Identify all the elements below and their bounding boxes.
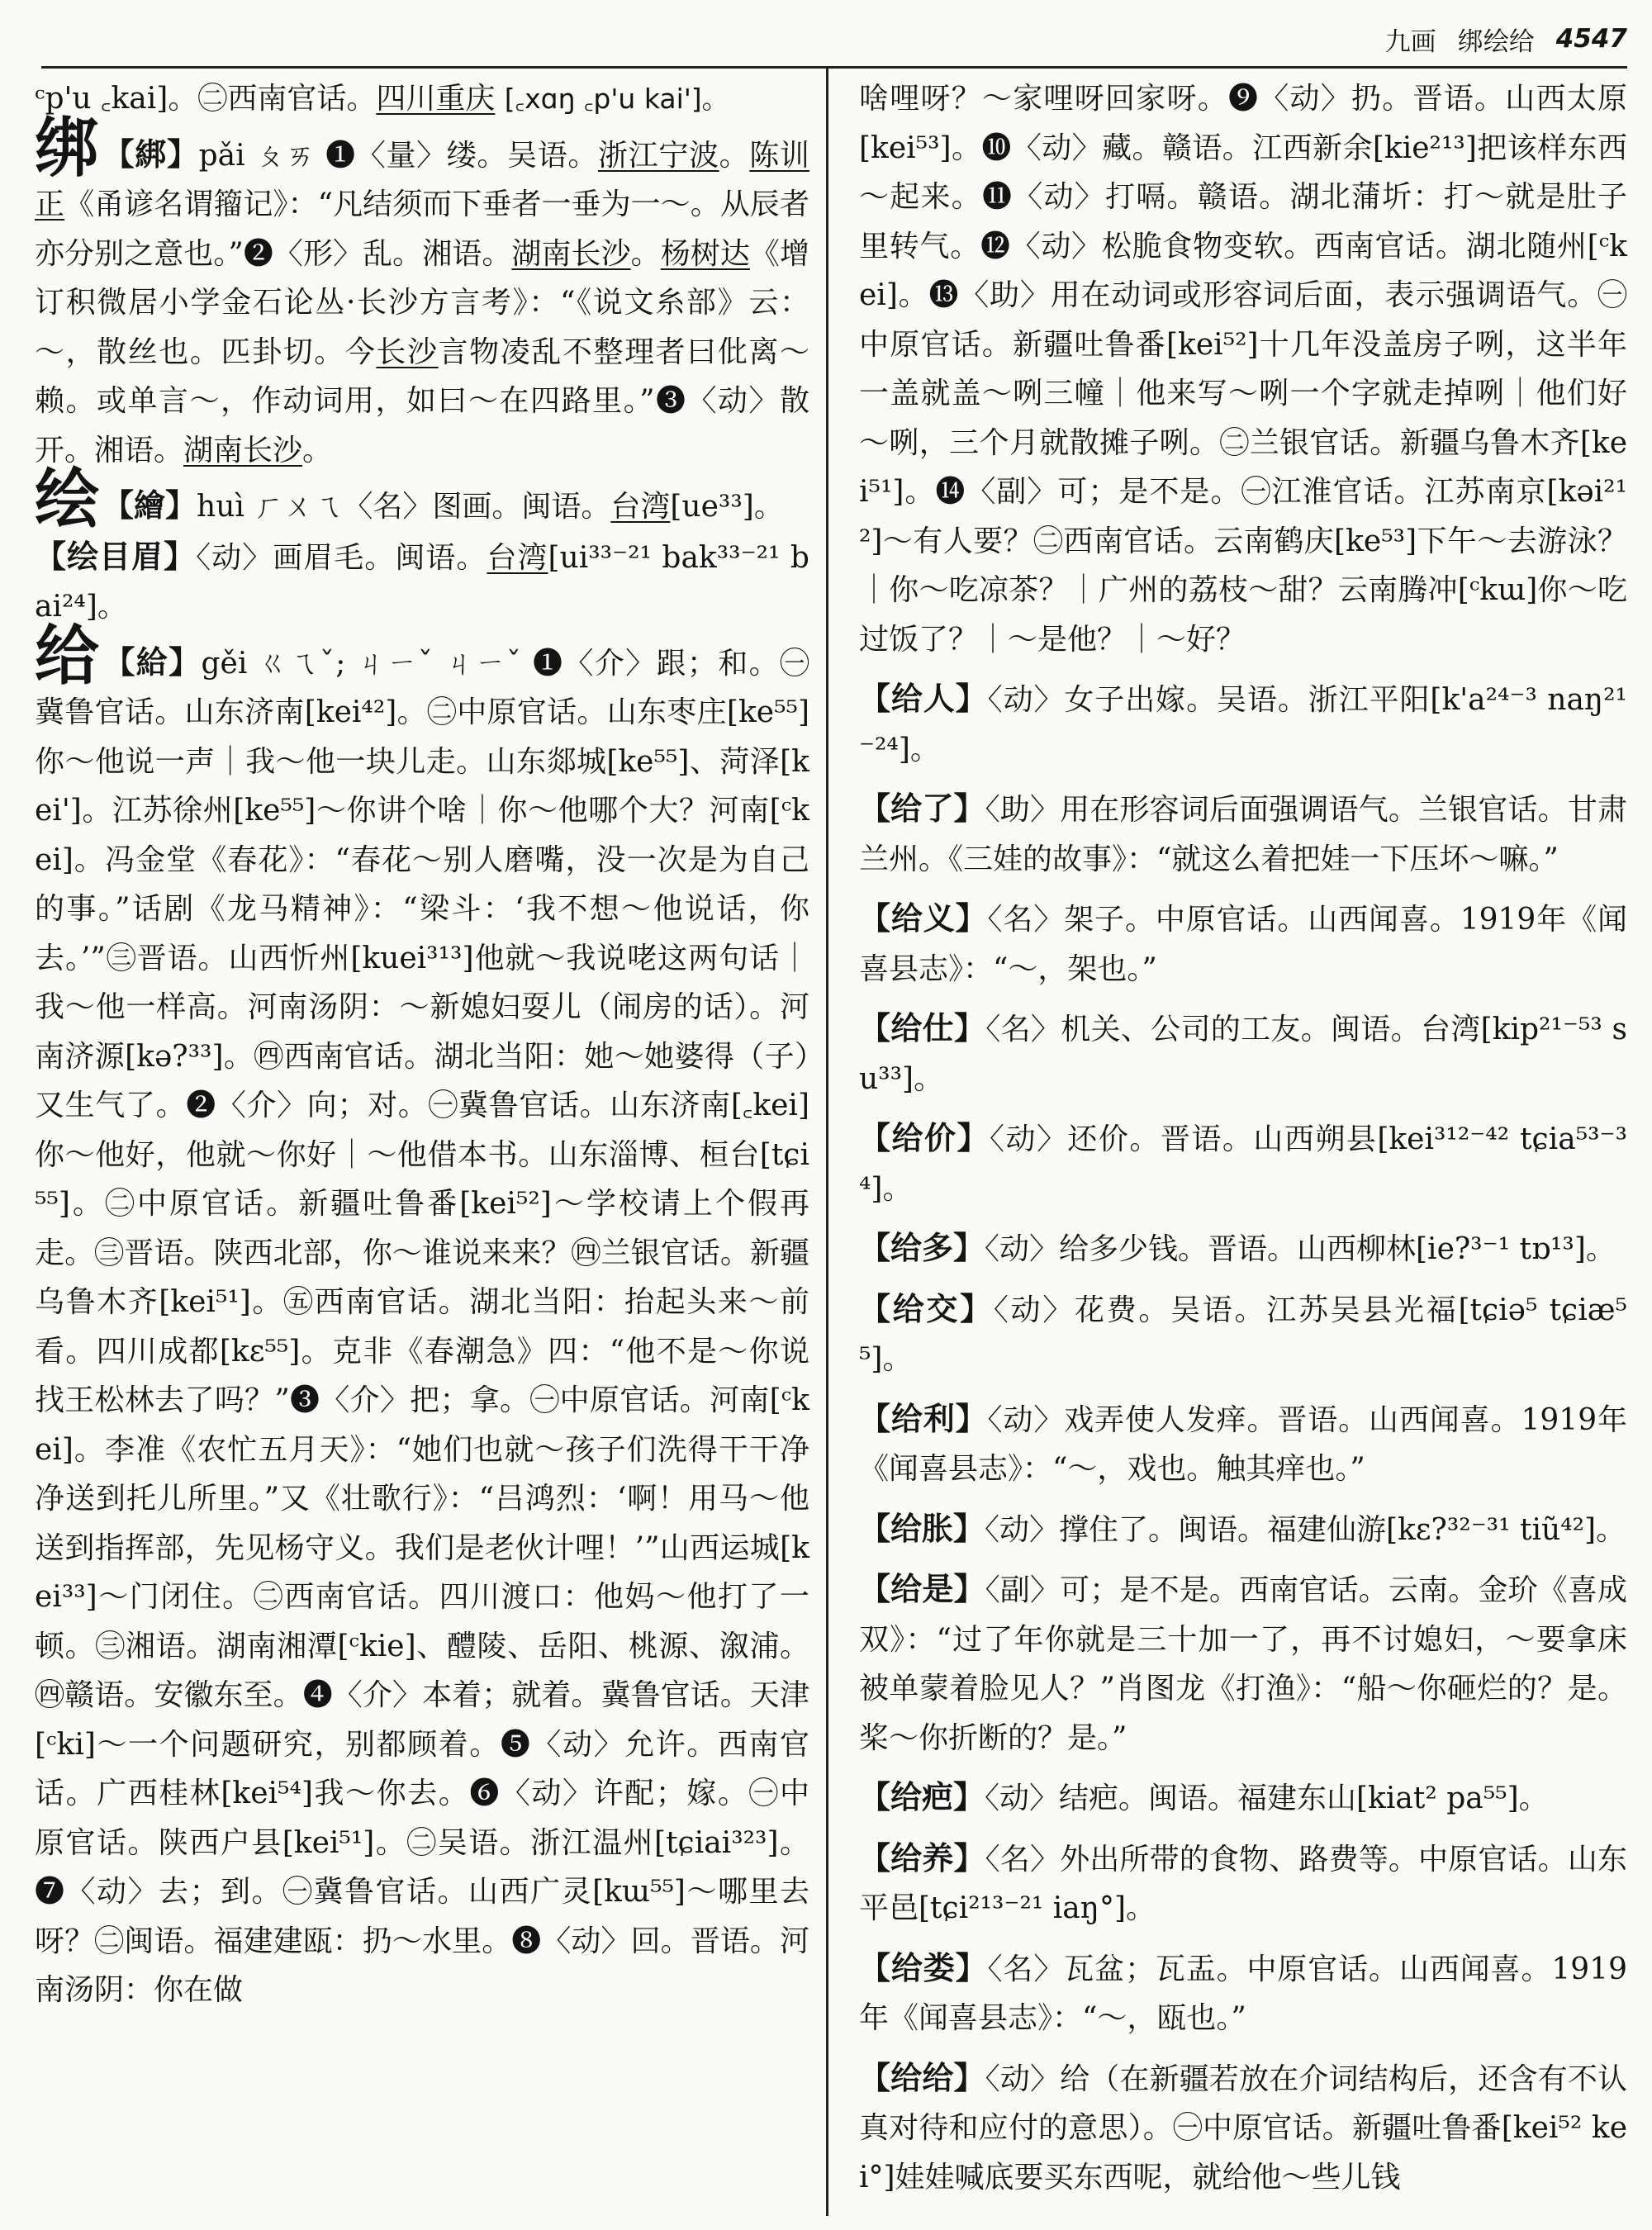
- author-name: 陈训正: [35, 138, 809, 221]
- entry-bai: 绑 【綁】pǎi ㄆㄞ ❶〈量〉缕。吴语。浙江宁波。陈训正《甬谚名谓籀记》：“凡结须而下垂者一垂为一～。从辰者亦分别之意也。”❷〈形〉乱。湘语。湖南长沙。杨树达《增订积微居小学金石论丛·长沙方言考》：“《说文糸部》云：～，散丝也。匹卦切。今长沙言物凌乱不整理者曰仳离～赖。或单言～，作动词用，如曰～在四路里。”❸〈动〉散开。湘语。湖南长沙。: [35, 110, 809, 467]
- entry-gei: [35, 618, 809, 2015]
- place-name: 台湾: [487, 540, 548, 575]
- subentry-headword: 【给义】: [859, 899, 988, 937]
- subentry: [859, 1943, 1627, 2043]
- headword: 绘: [35, 462, 100, 537]
- subentry-headword: 【给养】: [859, 1839, 985, 1877]
- entry-body: gěi ㄍㄟˇ; ㄐㄧˇ ㄐㄧˇ ❶〈介〉跟；和。㊀冀鲁官话。山东济南[kei⁴²]。㊁中原官话。山东枣庄[ke⁵⁵]你～他说一声｜我～他一块儿走。山东郯城[ke⁵⁵]、菏泽[kei']。江苏徐州[ke⁵⁵]～你讲个啥｜你～他哪个大？河南[ᶜkei]。冯金堂《春花》：“春花～别人磨嘴，没一次是为自己的事。”话剧《龙马精神》：“梁斗：‘我不想～他说话，你去。’”㊂晋语。山西忻州[kuei³¹³]他就～我说咾这两句话｜我～他一样高。河南汤阴：～新媳妇耍儿（闹房的话）。河南济源[kə?³³]。㊃西南官话。湖北当阳：她～她婆得（子）又生气了。❷〈介〉向；对。㊀冀鲁官话。山东济南[꜀kei]你～他好，他就～你好｜～他借本书。山东淄博、桓台[tɕi⁵⁵]。㊁中原官话。新疆吐鲁番[kei⁵²]～学校请上个假再走。㊂晋语。陕西北部，你～谁说来来？㊃兰银官话。新疆乌鲁木齐[kei⁵¹]。㊄西南官话。湖北当阳：抬起头来～前看。四川成都[kɛ⁵⁵]。克非《春潮急》四：“他不是～你说找王松林去了吗？”❸〈介〉把；拿。㊀中原官话。河南[ᶜkei]。李准《农忙五月天》：“她们也就～孩子们洗得干干净净送到托儿所里。”又《壮歌行》：“吕鸿烈：‘啊！用马～他送到指挥部，先见杨守义。我们是老伙计哩！’”山西运城[kei³³]～门闭住。㊁西南官话。四川渡口：他妈～他打了一顿。㊂湘语。湖南湘潭[ᶜkie]、醴陵、岳阳、桃源、溆浦。㊃赣语。安徽东至。❹〈介〉本着；就着。冀鲁官话。天津[ᶜki]～一个问题研究，别都顾着。❺〈动〉允许。西南官话。广西桂林[kei⁵⁴]我～你去。❻〈动〉许配；嫁。㊀中原官话。陕西户县[kei⁵¹]。㊁吴语。浙江温州[tɕiai³²³]。❼〈动〉去；到。㊀冀鲁官话。山西广灵[kɯ⁵⁵]～哪里去呀？㊁闽语。福建建瓯：扔～水里。❽〈动〉回。晋语。河南汤阴：你在做: [35, 646, 809, 2007]
- subentry: [859, 1004, 1627, 1103]
- subentry: [859, 1772, 1627, 1824]
- subentry: [859, 1834, 1627, 1933]
- subentry-headword: 【给仕】: [859, 1009, 986, 1046]
- subentry: [859, 894, 1627, 994]
- continued-entry-gei: 啥哩呀？～家哩呀回家呀。❾〈动〉扔。晋语。山西太原[kei⁵³]。❿〈动〉藏。赣语。江西新余[kie²¹³]把该样东西～起来。⓫〈动〉打嗝。赣语。湖北蒲圻：打～就是肚子里转气。⓬〈动〉松脆食物变软。西南官话。湖北随州[ᶜkei]。⓭〈助〉用在动词或形容词后面，表示强调语气。㊀中原官话。新疆吐鲁番[kei⁵²]十几年没盖房子咧，这半年一盖就盖～咧三幢｜他来写～咧一个字就走掉咧｜他们好～咧，三个月就散摊子咧。㊁兰银官话。新疆乌鲁木齐[kei⁵¹]。⓮〈副〉可；是不是。㊀江淮官话。江苏南京[kəi²¹²]～有人要？㊁西南官话。云南鹤庆[ke⁵³]下午～去游泳？｜你～吃凉茶？｜广州的荔枝～甜？云南腾冲[ᶜkɯ]你～吃过饭了？｜～是他？｜～好？: [859, 82, 1627, 657]
- traditional-form: 【給】: [103, 643, 202, 681]
- subentry: [859, 1223, 1627, 1274]
- subentry-headword: 【给给】: [859, 2058, 985, 2096]
- subentry-headword: 【给多】: [859, 1229, 985, 1266]
- subentry-headword: 【给娄】: [859, 1948, 988, 1986]
- subentry: [859, 1564, 1627, 1763]
- subentry-body: 〈动〉还价。晋语。山西朔县[kei³¹²⁻⁴² tɕia⁵³⁻³⁴]。: [859, 1122, 1627, 1206]
- subentry-body: 〈动〉撑住了。闽语。福建仙游[kɛ?³²⁻³¹ tiũ⁴²]。: [985, 1512, 1626, 1547]
- subentry-hui-mu-mei: 【绘目眉】〈动〉画眉毛。闽语。台湾[ui³³⁻²¹ bak³³⁻²¹ bai²⁴]。: [35, 537, 809, 624]
- traditional-form: 【繪】: [102, 486, 197, 524]
- subentry-headword: 【给是】: [859, 1570, 985, 1607]
- subentry-headword: 【给人】: [859, 680, 988, 717]
- subentry-headword: 【给胀】: [859, 1509, 985, 1547]
- place-name: 台湾: [610, 490, 671, 524]
- subentry: [859, 1113, 1627, 1213]
- place-name: 浙江宁波: [598, 138, 719, 173]
- ipa-transcription: [꜀xɑŋ ꜀p'u kai']。: [504, 83, 729, 115]
- subentry-body: 〈名〉架子。中原官话。山西闻喜。1919年《闻喜县志》：“～，架也。”: [859, 903, 1627, 986]
- subentry-body: 〈动〉花费。吴语。江苏吴县光福[tɕiə⁵ tɕiæ⁵⁵]。: [859, 1293, 1627, 1376]
- subentry-headword: 【给交】: [859, 1289, 994, 1327]
- subentry-headword: 【给疤】: [859, 1778, 985, 1815]
- continued-entry: ᶜp'u ꜀kai]。㊁西南官话。四川重庆 [꜀xɑŋ ꜀p'u kai']。: [35, 82, 729, 116]
- place-name: 湖南长沙: [511, 236, 631, 271]
- place-name: 长沙: [376, 334, 439, 369]
- place-name: 湖南长沙: [183, 433, 303, 467]
- subentry-headword: 【绘目眉】: [35, 537, 197, 575]
- subentry-headword: 【给了】: [859, 790, 985, 827]
- subentry: [859, 1284, 1627, 1384]
- subentry-body: 〈动〉结疤。闽语。福建东山[kiat² pa⁵⁵]。: [985, 1782, 1549, 1815]
- place-name: 四川重庆: [376, 82, 496, 116]
- headword: 绑: [35, 110, 100, 186]
- subentry-headword: 【给利】: [859, 1399, 988, 1437]
- subentry-body: 〈副〉可；是不是。西南官话。云南。金玠《喜成双》：“过了年你就是三十加一了，再不讨媳妇，～要拿床被单蒙着脸见人？”肖图龙《打渔》：“船～你砸烂的？是。桨～你折断的？是。”: [859, 1573, 1627, 1755]
- header-rule: [41, 66, 1627, 69]
- subentry-body: 〈动〉戏弄使人发痒。晋语。山西闻喜。1919年《闻喜县志》：“～，戏也。触其痒也。”: [859, 1402, 1627, 1486]
- right-column: [859, 74, 1627, 2202]
- headword: 给: [35, 618, 101, 694]
- section-label: 九画: [1384, 26, 1436, 57]
- headword-range: 绑绘给: [1457, 26, 1535, 57]
- subentry-body: 〈助〉用在形容词后面强调语气。兰银官话。甘肃兰州。《三娃的故事》：“就这么着把娃一下压坏～嘛。”: [859, 793, 1627, 876]
- subentry-headword: 【给价】: [859, 1119, 990, 1156]
- subentry-list: [859, 674, 1627, 2202]
- subentry: [859, 2053, 1627, 2203]
- entry-hui: 绘 【繪】huì ㄏㄨㄟ〈名〉图画。闽语。台湾[ue³³]。: [35, 462, 784, 537]
- subentry: [859, 784, 1627, 884]
- subentry-body: 〈名〉瓦盆；瓦盂。中原官话。山西闻喜。1919年《闻喜县志》：“～，瓯也。”: [859, 1952, 1627, 2035]
- subentry: [859, 1504, 1627, 1555]
- subentry-body: 〈动〉女子出嫁。吴语。浙江平阳[k'a²⁴⁻³ naŋ²¹⁻²⁴]。: [859, 683, 1627, 766]
- subentry-body: 〈动〉给（在新疆若放在介词结构后，还含有不认真对待和应付的意思）。㊀中原官话。新疆吐鲁番[kei⁵² kei°]娃娃喊底要买东西呢，就给他～些儿钱: [859, 2062, 1627, 2194]
- page-number: 4547: [1555, 24, 1627, 54]
- subentry-body: 〈名〉机关、公司的工友。闽语。台湾[kip²¹⁻⁵³ su³³]。: [859, 1013, 1627, 1096]
- left-column: [35, 74, 809, 2015]
- subentry-body: 〈动〉给多少钱。晋语。山西柳林[ie?³⁻¹ tɒ¹³]。: [985, 1232, 1616, 1266]
- subentry: [859, 1394, 1627, 1494]
- column-divider: [826, 69, 828, 2216]
- traditional-form: 【綁】: [102, 135, 199, 173]
- subentry: [859, 674, 1627, 774]
- page-header: [1231, 18, 1627, 59]
- subentry-body: 〈名〉外出所带的食物、路费等。中原官话。山东平邑[tɕi²¹³⁻²¹ iaŋ°]。: [859, 1842, 1627, 1925]
- author-name: 杨树达: [660, 236, 750, 271]
